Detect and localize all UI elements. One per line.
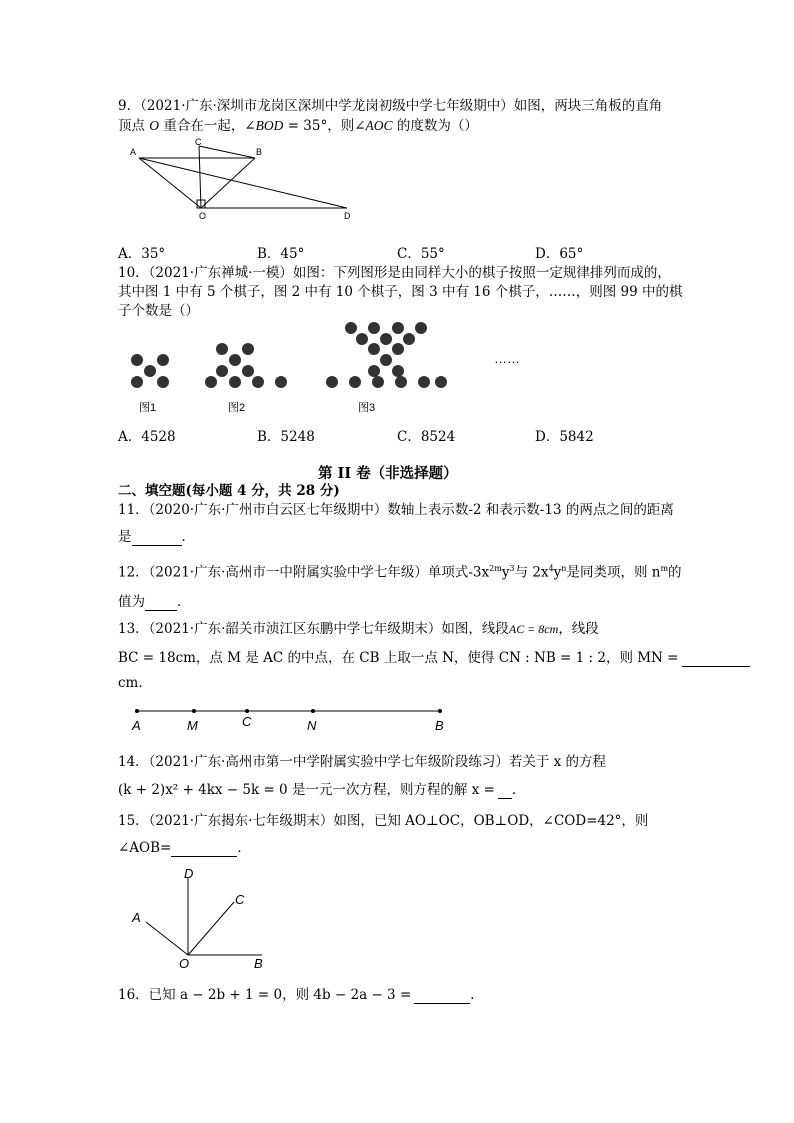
q15-label-B: B (254, 956, 263, 971)
q9-text-a: 顶点 (118, 118, 150, 134)
q10-piece (392, 365, 404, 377)
q10-piece (216, 343, 228, 355)
q10-piece (216, 365, 228, 377)
q12-period: ． (177, 594, 191, 610)
q10-line2: 其中图 1 中有 5 个棋子，图 2 中有 10 个棋子，图 3 中有 16 个棋子，……，则图 99 中的棋 (118, 284, 683, 300)
q10-piece (415, 322, 427, 334)
q9-option-c[interactable]: C．55° (397, 246, 445, 262)
q12-text-d: y (553, 564, 562, 581)
q9-line-cb (199, 146, 255, 158)
q10-piece (252, 376, 264, 388)
q10-piece (229, 376, 241, 388)
q16-answer-blank[interactable] (414, 989, 470, 1004)
q16-line1 (118, 986, 484, 1004)
q11-line2 (118, 528, 195, 546)
q10-figure (118, 318, 558, 418)
q12-text-a: 12．（2021·广东·高州市一中附属实验中学七年级）单项式-3x (118, 564, 490, 581)
q10-piece (380, 333, 392, 345)
q10-fig1-label: 图1 (139, 402, 157, 414)
q15-ray-OC (188, 902, 234, 955)
q9-line1: 9．（2021·广东·深圳市龙岗区深圳中学龙岗初级中学七年级期中）如图，两块三角板的直角 (118, 98, 663, 114)
q10-piece (435, 376, 447, 388)
q14-answer-blank[interactable] (498, 784, 512, 799)
q15-answer-blank[interactable] (171, 842, 237, 857)
q9-text-b: 重合在一起， (159, 118, 245, 134)
q10-piece (392, 343, 404, 355)
q9-label-B: B (256, 147, 263, 157)
q9-text-c: = 35°，则 (283, 118, 355, 134)
q10-piece (326, 376, 338, 388)
q10-option-d[interactable]: D．5842 (535, 429, 594, 445)
q9-figure (125, 138, 360, 223)
q10-piece (349, 376, 361, 388)
q12-line1 (118, 560, 682, 582)
q10-piece (418, 376, 430, 388)
q9-angle-bod: ∠BOD (244, 118, 284, 133)
q13-line3: cm． (118, 675, 152, 691)
q10-piece (368, 365, 380, 377)
q9-label-O: O (199, 211, 207, 221)
q10-ellipsis: …… (494, 351, 520, 366)
q9-label-C: C (195, 138, 202, 147)
q16-period: ． (470, 987, 484, 1003)
q14-text: (k + 2)x² + 4kx − 5k = 0 是一元一次方程，则方程的解 x = (118, 782, 495, 798)
q10-piece (372, 376, 384, 388)
q13-point-N (311, 709, 315, 713)
q12-sup3: 4 (548, 564, 554, 573)
q10-piece (368, 322, 380, 334)
q13-label-A: A (132, 718, 141, 733)
q15-figure (126, 862, 276, 974)
q12-sup2: 3 (509, 564, 515, 573)
q9-line2 (118, 117, 478, 135)
q12-sup4: n (561, 564, 567, 573)
q13-line2 (118, 649, 750, 667)
q10-piece (131, 354, 143, 366)
q15-line1: 15．（2021·广东揭东·七年级期末）如图，已知 AO⊥OC，OB⊥OD，∠COD=42°，则 (118, 813, 649, 829)
q12-sup5: m (660, 564, 669, 573)
q14-period: ． (511, 782, 526, 798)
q9-angle-aoc: ∠AOC (354, 118, 393, 133)
q10-piece (242, 343, 254, 355)
q13-text-b: ，线段 (558, 621, 599, 637)
q12-answer-blank[interactable] (145, 596, 177, 611)
q13-label-C: C (242, 714, 252, 729)
section-title: 第 II 卷（非选择题） (318, 465, 458, 482)
q9-label-A: A (130, 147, 137, 157)
q12-line2 (118, 593, 191, 611)
q11-text: 是 (118, 529, 132, 545)
q9-line-co (199, 146, 201, 208)
q10-fig3-label: 图3 (358, 402, 376, 414)
q12-text-b: y (501, 564, 510, 581)
q13-text-a: 13．（2021·广东·韶关市浈江区东鹏中学七年级期末）如图，线段 (118, 621, 509, 637)
q15-line2 (118, 839, 251, 857)
q9-option-b[interactable]: B．45° (257, 246, 305, 262)
q13-point-C (245, 709, 249, 713)
q10-piece (380, 354, 392, 366)
section-subtitle: 二、填空题(每小题 4 分，共 28 分) (118, 483, 340, 499)
q9-line-bo (201, 158, 255, 208)
q12-text-c: 与 2x (514, 564, 549, 581)
q12-sup1: 2m (489, 564, 502, 573)
q10-piece (242, 365, 254, 377)
q13-answer-blank[interactable] (682, 652, 750, 667)
q9-point-O: O (149, 118, 160, 133)
q13-label-M: M (187, 718, 198, 733)
q10-piece (356, 333, 368, 345)
q9-text-d: 的度数为（） (392, 118, 478, 134)
q13-text-c: BC = 18cm，点 M 是 AC 的中点，在 CB 上取一点 N，使得 CN : NB = 1 : 2，则 MN = (118, 650, 679, 666)
q14-line2 (118, 781, 525, 799)
q13-line1 (118, 620, 599, 638)
q13-point-A (135, 709, 139, 713)
q10-line3: 子个数是（） (118, 303, 199, 319)
q13-label-N: N (307, 718, 317, 733)
q10-piece (144, 365, 156, 377)
q10-option-c[interactable]: C．8524 (397, 429, 456, 445)
q15-label-C: C (235, 892, 245, 907)
q9-option-a[interactable]: A．35° (118, 246, 166, 262)
q13-point-M (192, 709, 196, 713)
q11-answer-blank[interactable] (132, 531, 182, 546)
q12-text-e: 是同类项，则 n (566, 564, 661, 581)
q13-point-B (438, 709, 442, 713)
q15-text: ∠AOB= (118, 840, 172, 856)
q12-text-f: 的 (668, 564, 682, 581)
q10-option-a[interactable]: A．4528 (118, 429, 176, 445)
q11-period: ． (181, 529, 195, 545)
q13-number-line (125, 700, 455, 734)
q9-option-d[interactable]: D．65° (535, 246, 584, 262)
q10-piece (345, 322, 357, 334)
q10-piece (368, 343, 380, 355)
q11-line1: 11．（2020·广东·广州市白云区七年级期中）数轴上表示数-2 和表示数-13 的两点之间的距离 (118, 502, 674, 518)
q15-period: ． (237, 840, 251, 856)
q10-piece (275, 376, 287, 388)
q15-label-D: D (184, 866, 194, 881)
q16-text: 16．已知 a − 2b + 1 = 0，则 4b − 2a − 3 = (118, 987, 412, 1003)
q14-line1: 14．（2021·广东·高州市第一中学附属实验中学七年级阶段练习）若关于 x 的方程 (118, 754, 607, 770)
q10-option-b[interactable]: B．5248 (257, 429, 315, 445)
q9-label-D: D (344, 211, 351, 221)
q12-text: 值为 (118, 594, 145, 610)
q10-line1: 10．（2021·广东禅城·一模）如图：下列图形是由同样大小的棋子按照一定规律排列而成的， (118, 265, 671, 281)
q10-piece (157, 376, 169, 388)
q10-piece (403, 333, 415, 345)
q10-piece (229, 354, 241, 366)
q10-piece (395, 376, 407, 388)
q10-piece (392, 322, 404, 334)
q10-fig2-label: 图2 (228, 402, 246, 414)
q10-piece (205, 376, 217, 388)
q15-ray-OA (146, 922, 188, 955)
q13-ac-length: AC = 8cm (508, 622, 559, 636)
q10-piece (131, 376, 143, 388)
q10-piece (157, 354, 169, 366)
q15-label-O: O (179, 956, 190, 971)
q15-label-A: A (132, 910, 141, 925)
q13-label-B: B (435, 718, 444, 733)
